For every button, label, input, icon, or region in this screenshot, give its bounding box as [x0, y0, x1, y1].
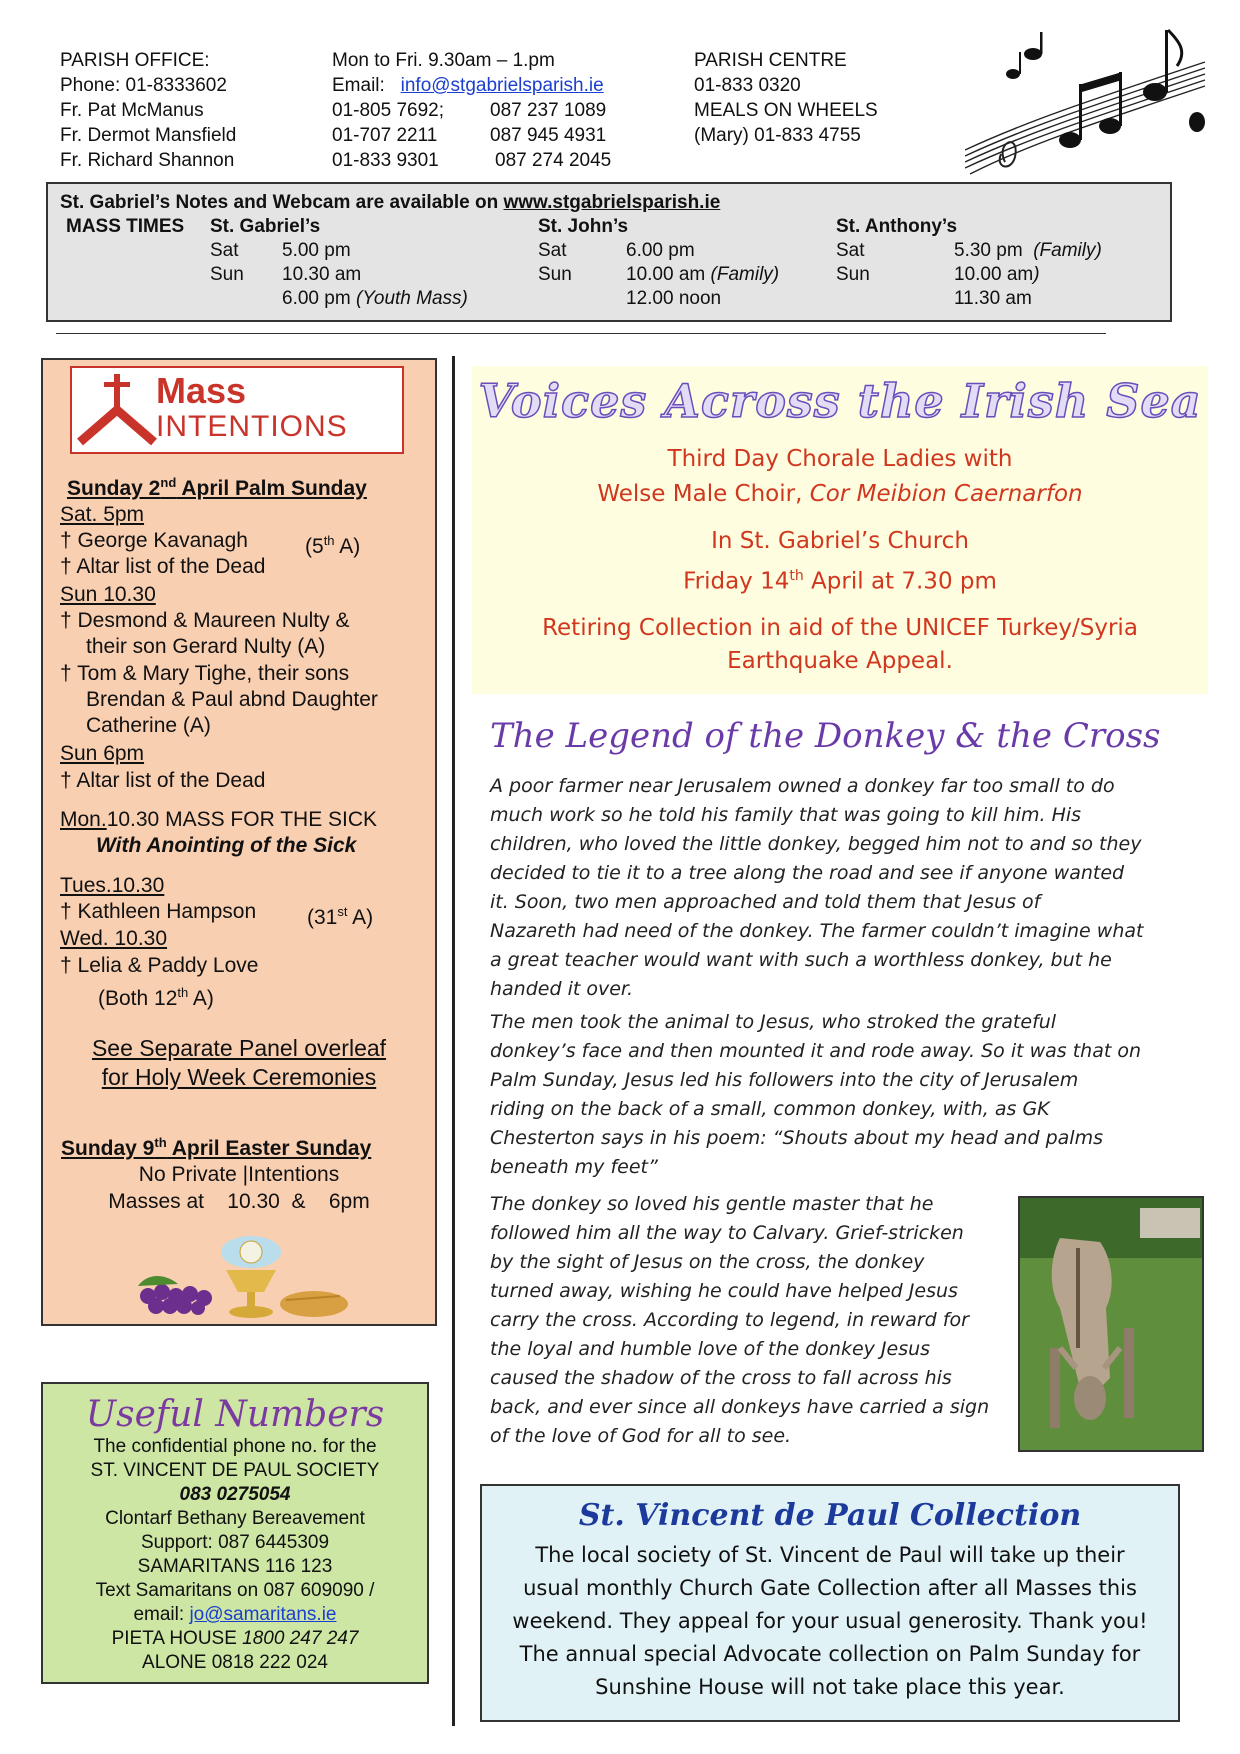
mass-slot: Wed. 10.30 [60, 927, 168, 950]
email-label: Email: [332, 75, 385, 96]
church-name: St. John’s [538, 216, 629, 237]
mass-note: ) [1033, 264, 1040, 285]
mass-time: 5.30 pm [954, 240, 1023, 261]
mass-slot: Sat. 5pm [60, 503, 145, 526]
mass-day: Sun [210, 264, 244, 285]
intention-item-cont: Catherine (A) [86, 714, 211, 737]
intention-item: † Desmond & Maureen Nulty & [60, 609, 350, 632]
mass-day: Sat [538, 240, 567, 261]
office-label: PARISH OFFICE: [60, 50, 210, 71]
svp-phone: 083 0275054 [179, 1484, 291, 1505]
concert-collection: Retiring Collection in aid of the UNICEF Turkey/Syria [542, 614, 1138, 641]
useful-line: Text Samaritans on 087 609090 / [95, 1580, 375, 1601]
legend-paragraph: A poor farmer near Jerusalem owned a donkey far too small to do much work so he told his family that was going to kill him. His children, who loved the little donkey, begged him not to and so they decided to tie it to a tree along the road and see if anyone wanted it. Soon, two men approached and told them that Jesus of Nazareth had need of the donkey. The farmer couldn’t imagine what a great teacher would want with such a worthless donkey, but he handed it over. [490, 775, 1144, 1000]
concert-collection: Earthquake Appeal. [727, 647, 953, 674]
useful-line: PIETA HOUSE 1800 247 247 [111, 1628, 359, 1649]
priest-mobile: 087 274 2045 [495, 150, 612, 171]
mass-day: Sat [836, 240, 865, 261]
intention-item-cont: (Both 12th A) [98, 985, 214, 1010]
mass-note: (Family) [1033, 240, 1102, 261]
useful-line: ALONE 0818 222 024 [142, 1652, 328, 1673]
holy-week-link[interactable]: See Separate Panel overleaf for Holy Week Ceremonies [91, 1035, 387, 1090]
legend-title: The Legend of the Donkey & the Cross [490, 716, 1161, 756]
centre-label: PARISH CENTRE [694, 50, 847, 71]
email-link[interactable]: info@stgabrielsparish.ie [400, 75, 604, 96]
church-name: St. Anthony’s [836, 216, 958, 237]
mass-slot: Sun 6pm [60, 742, 145, 765]
parish-centre-block [694, 48, 878, 148]
palm-sunday-heading: Sunday 2nd April Palm Sunday [67, 475, 367, 500]
easter-sunday-heading: Sunday 9th April Easter Sunday [61, 1135, 372, 1160]
concert-title: Voices Across the Irish Sea [478, 374, 1202, 428]
priest-mobile: 087 945 4931 [490, 125, 607, 146]
legend-paragraph: The donkey so loved his gentle master that he followed him all the way to Calvary. Grief-stricken by the sight of Jesus on the cross, the donkey turned away, wishing he could have helped Jesus carry the cross. According to legend, in reward for the loyal and humble love of the donkey Jesus caused the shadow of the cross to fall across his back, and ever since all donkeys have carried a sign of the love of God for all to see. [490, 1193, 990, 1447]
mass-times-label: MASS TIMES [66, 216, 185, 237]
concert-announcement [472, 366, 1208, 694]
centre-phone: 01-833 0320 [694, 75, 801, 96]
mass-time: 12.00 noon [626, 288, 722, 309]
priest-phone: 01-805 7692; [332, 100, 444, 121]
concert-line: Welse Male Choir, Cor Meibion Caernarfon [597, 481, 1083, 507]
useful-numbers-title: Useful Numbers [85, 1394, 385, 1435]
notes-text: St. Gabriel’s Notes and Webcam are available on [60, 192, 499, 213]
donkey-photo [1018, 1196, 1204, 1452]
legend-paragraph: The men took the animal to Jesus, who stroked the grateful donkey’s face and then mounted it and rode away. So it was that on Palm Sunday, Jesus led his followers into the city of Jerusalem riding on the back of a small, common donkey, with, as GK Chesterton says in his poem: “Shouts about my head and palms beneath my feet” [490, 1011, 1142, 1178]
svp-title: St. Vincent de Paul Collection [578, 1498, 1082, 1533]
priest-name: Fr. Dermot Mansfield [60, 125, 237, 146]
intention-item-cont: their son Gerard Nulty (A) [86, 635, 326, 658]
church-name: St. Gabriel’s [210, 216, 321, 237]
mass-times-box [46, 182, 1172, 322]
notes-webcam-line [60, 192, 720, 214]
column-separator [452, 356, 455, 1726]
anointing-note: With Anointing of the Sick [96, 834, 357, 857]
intention-anniversary: (31st A) [307, 904, 374, 929]
useful-line: ST. VINCENT DE PAUL SOCIETY [90, 1460, 380, 1481]
eucharist-icon [118, 1234, 348, 1324]
priest-name: Fr. Pat McManus [60, 100, 204, 121]
useful-line: SAMARITANS 116 123 [137, 1556, 333, 1577]
mass-day: Sat [210, 240, 239, 261]
mass-day: Sun [538, 264, 572, 285]
mass-time: 10.30 am [282, 264, 362, 285]
intention-item: † Kathleen Hampson [60, 900, 257, 923]
concert-venue: In St. Gabriel’s Church [711, 528, 969, 554]
useful-line: Clontarf Bethany Bereavement [105, 1508, 365, 1529]
mass-day: Sun [836, 264, 870, 285]
concert-line: Third Day Chorale Ladies with [667, 446, 1013, 472]
concert-date: Friday 14th April at 7.30 pm [683, 568, 997, 595]
easter-masses: Masses at 10.30 & 6pm [108, 1190, 370, 1213]
svp-collection-box [480, 1484, 1180, 1722]
contact-block [332, 48, 692, 173]
intention-item: † Altar list of the Dead [60, 769, 266, 792]
priest-name: Fr. Richard Shannon [60, 150, 235, 171]
office-hours: Mon to Fri. 9.30am – 1.pm [332, 50, 555, 71]
logo-intentions-text: INTENTIONS [156, 410, 348, 443]
mass-note: (Youth Mass) [355, 288, 468, 309]
meals-label: MEALS ON WHEELS [694, 100, 878, 121]
mass-time: 6.00 pm [626, 240, 695, 261]
divider-line [56, 333, 1106, 334]
music-notes-icon [965, 22, 1215, 182]
samaritans-email-link[interactable]: jo@samaritans.ie [189, 1604, 337, 1625]
intention-item: † Altar list of the Dead [60, 555, 266, 578]
parish-office-block [60, 48, 236, 173]
priest-mobile: 087 237 1089 [490, 100, 607, 121]
intention-item-cont: Brendan & Paul abnd Daughter [86, 688, 378, 711]
notes-url-link[interactable]: www.stgabrielsparish.ie [503, 192, 721, 213]
svp-text: The local society of St. Vincent de Paul will take up their usual monthly Church Gate Collection after all Masses this weekend. They appeal for your usual generosity. Thank you! The annual special Advocate collection on Palm Sunday for Sunshine House will not take place this year. [512, 1543, 1148, 1699]
no-private-intentions: No Private |Intentions [138, 1163, 340, 1186]
intention-item: † George Kavanagh [60, 529, 248, 552]
intention-item: † Lelia & Paddy Love [60, 954, 259, 977]
mass-slot: Tues.10.30 [60, 874, 165, 897]
priest-phone: 01-707 2211 [332, 125, 438, 146]
intention-anniversary: (5th A) [305, 533, 361, 558]
mass-time: 5.00 pm [282, 240, 351, 261]
useful-line: The confidential phone no. for the [93, 1436, 377, 1457]
mass-time-row [626, 264, 779, 286]
mass-intentions-logo [70, 366, 404, 454]
mass-slot: Sun 10.30 [60, 583, 156, 606]
logo-mass-text: Mass [156, 370, 247, 411]
mass-note: (Family) [710, 264, 780, 285]
mass-time-row [954, 264, 1040, 286]
meals-phone: (Mary) 01-833 4755 [694, 125, 861, 146]
mass-time-row [282, 288, 468, 310]
office-phone: Phone: 01-8333602 [60, 75, 227, 96]
mass-time: 11.30 am [954, 288, 1032, 309]
mass-time-row [954, 240, 1102, 262]
mass-time: 10.00 am [626, 264, 706, 285]
useful-numbers-panel [41, 1382, 429, 1684]
mass-time: 10.00 am [954, 264, 1034, 285]
samaritans-email-line: email: jo@samaritans.ie [133, 1604, 337, 1625]
mass-time: 6.00 pm [282, 288, 351, 309]
intention-item: † Tom & Mary Tighe, their sons [60, 662, 350, 685]
mass-slot: Mon.10.30 MASS FOR THE SICK [60, 808, 378, 831]
priest-phone: 01-833 9301 [332, 150, 439, 171]
useful-line: Support: 087 6445309 [140, 1532, 330, 1553]
